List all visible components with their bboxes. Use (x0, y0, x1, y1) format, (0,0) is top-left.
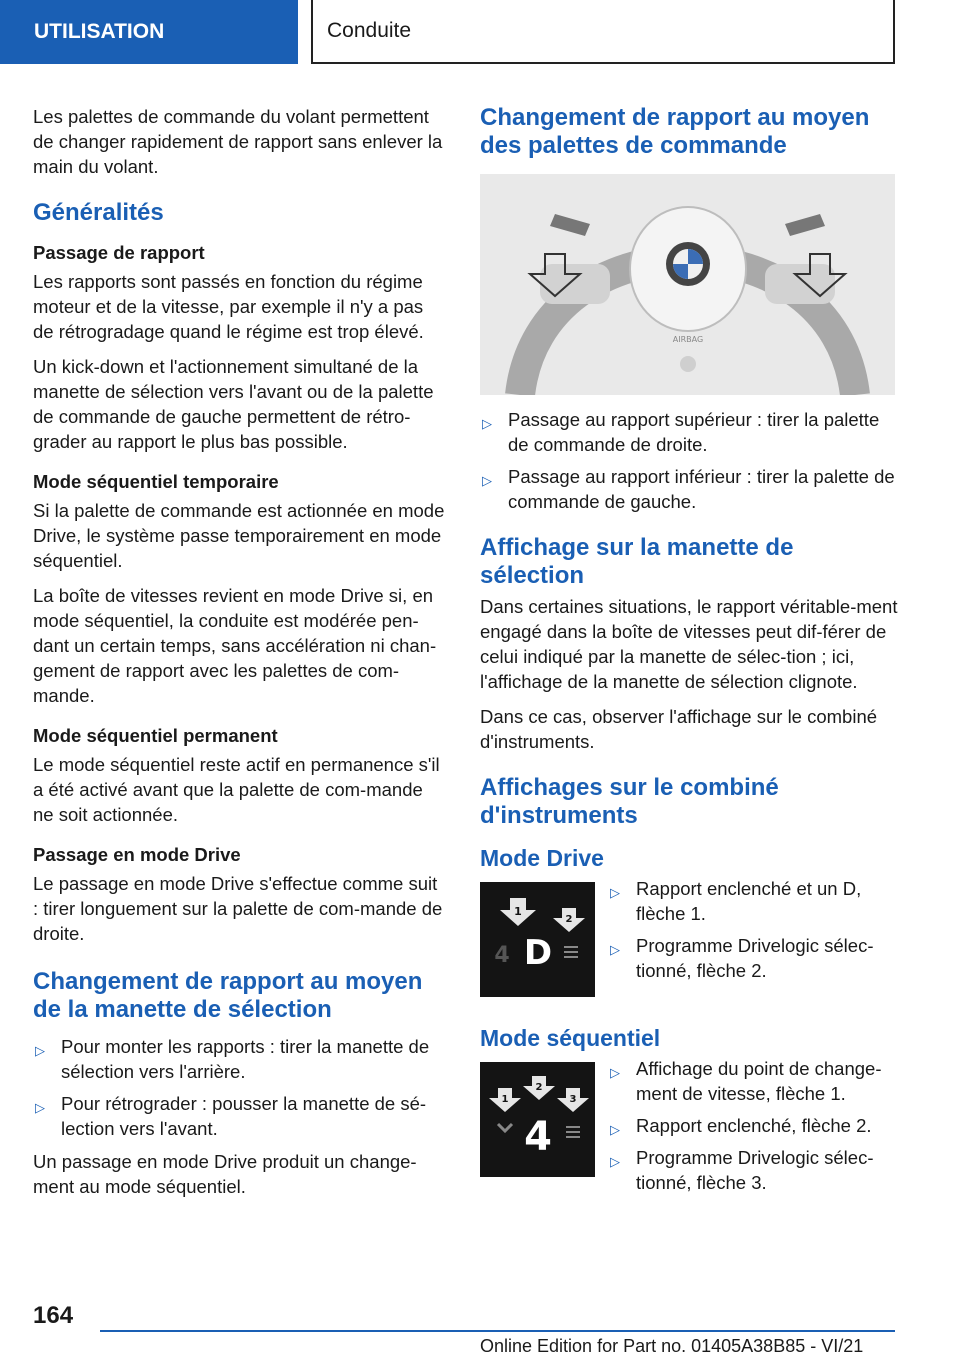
left-column (33, 104, 445, 1209)
triangle-bullet-icon: ▷ (610, 942, 620, 957)
heading-palettes: Changement de rapport au moyen des palettes de commande (480, 104, 870, 159)
footer-divider (100, 1330, 895, 1332)
paragraph: Dans certaines situations, le rapport véritable-ment engagé dans la boîte de vitesses peut dif-férer de celui indiqué par la manette de sélec-tion ; ici, l'affichage de la manette de sélection clignote. (480, 596, 898, 692)
drive-display-image (480, 882, 595, 997)
steering-wheel-illustration (480, 174, 895, 395)
sequential-display-row (480, 1058, 898, 1210)
subheading-passage-rapport: Passage de rapport (33, 242, 205, 263)
triangle-bullet-icon: ▷ (35, 1043, 45, 1058)
page-number: 164 (33, 1302, 74, 1329)
paragraph: Si la palette de commande est actionnée en mode Drive, le système passe temporairement en mode séquentiel. (33, 500, 445, 571)
sequential-bullet-list (608, 1056, 898, 1202)
svg-text:2: 2 (535, 1082, 543, 1093)
list-item: ▷ Pour rétrograder : pousser la manette de sé-lection vers l'avant. (35, 1093, 427, 1139)
paragraph: Les rapports sont passés en fonction du régime moteur et de la vitesse, par exemple il n'y a pas de rétrogradage quand le régime est trop élevé. (33, 271, 424, 342)
svg-text:1: 1 (501, 1094, 509, 1105)
triangle-bullet-icon: ▷ (610, 1154, 620, 1169)
edition-text: Online Edition for Part no. 01405A38B85 - VI/21 (480, 1336, 864, 1356)
subheading-passage-drive: Passage en mode Drive (33, 844, 241, 865)
list-item: ▷ Rapport enclenché et un D, flèche 1. (610, 878, 862, 924)
list-item: ▷ Programme Drivelogic sélec-tionné, flèche 2. (610, 935, 874, 981)
triangle-bullet-icon: ▷ (610, 885, 620, 900)
svg-text:1: 1 (514, 905, 522, 918)
section-title: UTILISATION (34, 20, 165, 43)
paragraph: La boîte de vitesses revient en mode Drive si, en mode séquentiel, la conduite est modérée pen-dant un certain temps, sans accélération ni chan-gement de rapport avec les palettes de com-mande. (33, 585, 437, 706)
heading-affichage-manette: Affichage sur la manette de sélection (480, 534, 794, 589)
list-item: ▷ Rapport enclenché, flèche 2. (608, 1113, 898, 1138)
right-column (480, 104, 898, 1210)
list-item: ▷ Programme Drivelogic sélec-tionné, flèche 3. (610, 1147, 874, 1193)
svg-text:4: 4 (494, 943, 510, 968)
drive-bullet-list (608, 876, 898, 990)
list-item: ▷ Passage au rapport inférieur : tirer la palette de commande de gauche. (482, 466, 895, 512)
svg-text:AIRBAG: AIRBAG (672, 335, 704, 344)
selection-bullet-list (33, 1034, 445, 1141)
palettes-bullet-list (480, 407, 898, 514)
chapter-title: Conduite (327, 19, 412, 42)
svg-text:2: 2 (565, 914, 573, 925)
paragraph: Un kick-down et l'actionnement simultané de la manette de sélection vers l'avant ou de la palette de commande de gauche permettent de rétro-grader au rapport le plus bas possible. (33, 356, 434, 452)
drive-display-row (480, 878, 898, 998)
heading-combine: Affichages sur le combiné d'instruments (480, 774, 779, 829)
heading-mode-drive: Mode Drive (480, 845, 604, 871)
paragraph: Le passage en mode Drive s'effectue comme suit : tirer longuement sur la palette de com-mande de droite. (33, 873, 443, 944)
svg-text:4: 4 (524, 1114, 552, 1160)
svg-text:D: D (523, 933, 553, 973)
subheading-sequentiel-temporaire: Mode séquentiel temporaire (33, 471, 279, 492)
heading-manette-selection: Changement de rapport au moyen de la manette de sélection (33, 968, 423, 1023)
paragraph: Le mode séquentiel reste actif en permanence s'il a été activé avant que la palette de com-mande ne soit actionnée. (33, 754, 440, 825)
svg-text:3: 3 (569, 1094, 577, 1105)
chapter-header (311, 0, 895, 64)
heading-generalites: Généralités (33, 199, 164, 226)
triangle-bullet-icon: ▷ (610, 1065, 620, 1080)
subheading-sequentiel-permanent: Mode séquentiel permanent (33, 725, 278, 746)
triangle-bullet-icon: ▷ (482, 416, 492, 431)
list-item: ▷ Affichage du point de change-ment de vitesse, flèche 1. (610, 1058, 882, 1104)
paragraph: Un passage en mode Drive produit un change-ment au mode séquentiel. (33, 1151, 417, 1197)
triangle-bullet-icon: ▷ (610, 1122, 620, 1137)
list-item: ▷ Pour monter les rapports : tirer la manette de sélection vers l'arrière. (35, 1036, 430, 1082)
intro-paragraph: Les palettes de commande du volant permettent de changer rapidement de rapport sans enlever la main du volant. (33, 106, 443, 177)
triangle-bullet-icon: ▷ (482, 473, 492, 488)
sequential-display-image (480, 1062, 595, 1177)
paragraph: Dans ce cas, observer l'affichage sur le combiné d'instruments. (480, 706, 878, 752)
list-item: ▷ Passage au rapport supérieur : tirer la palette de commande de droite. (482, 409, 880, 455)
triangle-bullet-icon: ▷ (35, 1100, 45, 1115)
section-tab (0, 0, 298, 64)
heading-mode-sequentiel: Mode séquentiel (480, 1025, 661, 1051)
